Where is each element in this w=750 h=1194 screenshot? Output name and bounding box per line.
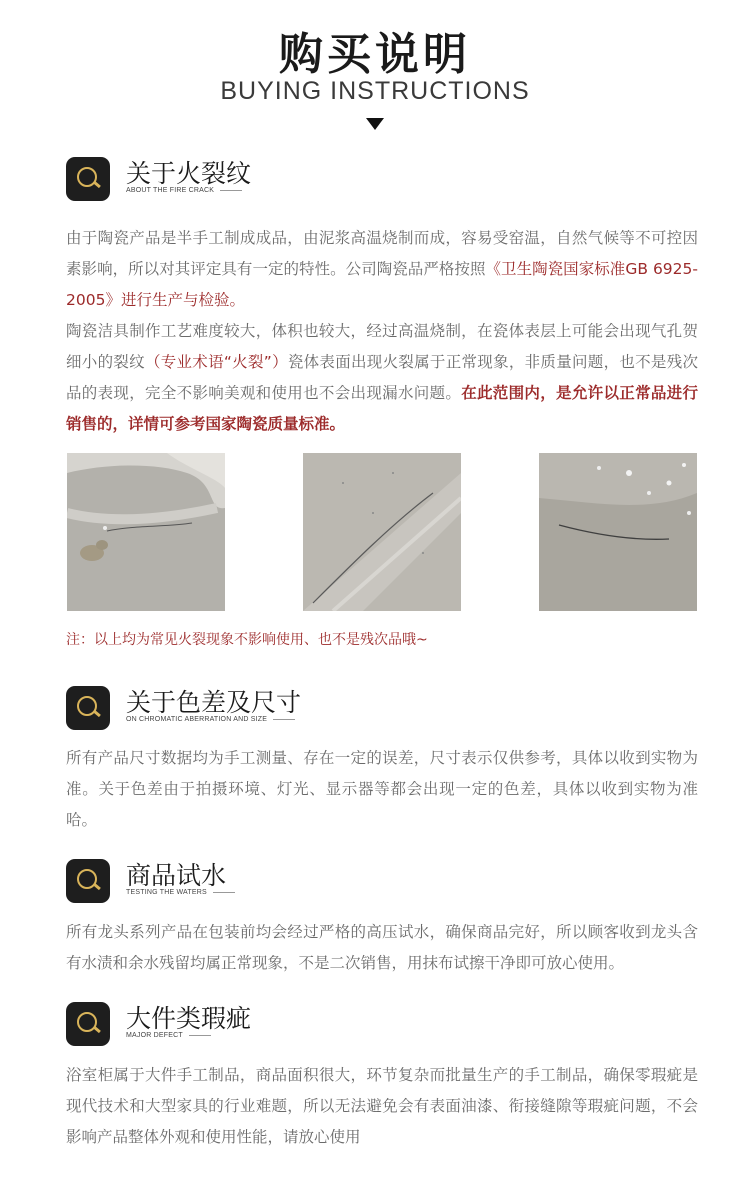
water-test-paragraph: 所有龙头系列产品在包装前均会经过严格的高压试水，确保商品完好，所以顾客收到龙头含有水渍和余水残留均属正常现象，不是二次销售，用抹布试擦干净即可放心使用。 <box>66 923 698 972</box>
fire-crack-photo-1 <box>67 453 225 611</box>
section-title: 商品试水 <box>126 861 227 890</box>
page-subtitle: BUYING INSTRUCTIONS <box>220 77 530 105</box>
section-subtitle: MAJOR DEFECT <box>126 1032 217 1039</box>
section-subtitle: TESTING THE WATERS <box>126 889 241 896</box>
section-title: 关于色差及尺寸 <box>126 688 302 717</box>
section-subtitle: ON CHROMATIC ABERRATION AND SIZE <box>126 716 301 723</box>
fire-crack-photo-2 <box>303 453 461 611</box>
magnifier-icon <box>66 859 110 903</box>
major-defect-paragraph: 浴室柜属于大件手工制品，商品面积很大，环节复杂而批量生产的手工制品，确保零瑕疵是现代技术和大型家具的行业难题，所以无法避免会有表面油漆、衔接缝隙等瑕疵问题，不会影响产品整体外观和使用性能，请放心使用 <box>66 1066 698 1146</box>
section-header-major-defect <box>66 1002 686 1046</box>
down-arrow-icon <box>366 118 384 130</box>
section-header-color-size <box>66 686 686 730</box>
page-title: 购买说明 <box>279 29 471 80</box>
section-header-fire-crack <box>66 157 686 201</box>
section-title: 大件类瑕疵 <box>126 1004 252 1033</box>
fire-crack-photo-3 <box>539 453 697 611</box>
section-subtitle: ABOUT THE FIRE CRACK <box>126 187 248 194</box>
section-header-water-test <box>66 859 686 903</box>
magnifier-icon <box>66 1002 110 1046</box>
fire-crack-note: 注：以上均为常见火裂现象不影响使用、也不是残次品哦~ <box>66 632 428 648</box>
magnifier-icon <box>66 157 110 201</box>
color-size-paragraph: 所有产品尺寸数据均为手工测量、存在一定的误差，尺寸表示仅供参考，具体以收到实物为准。关于色差由于拍摄环境、灯光、显示器等都会出现一定的色差，具体以收到实物为准哈。 <box>66 749 698 829</box>
section-title: 关于火裂纹 <box>126 159 252 188</box>
fire-crack-paragraph-2: 陶瓷洁具制作工艺难度较大，体积也较大，经过高温烧制，在瓷体表层上可能会出现气孔贺细小的裂纹（专业术语“火裂”）瓷体表面出现火裂属于正常现象，非质量问题，也不是残次品的表现，完全不影响美观和使用也不会出现漏水问题。在此范围内，是允许以正常品进行销售的，详情可参考国家陶瓷质量标准。 <box>66 322 698 433</box>
fire-crack-paragraph-1: 由于陶瓷产品是半手工制成成品，由泥浆高温烧制而成，容易受窑温，自然气候等不可控因素影响，所以对其评定具有一定的特性。公司陶瓷品严格按照《卫生陶瓷国家标准GB 6925-2005》进行生产与检验。 <box>66 229 698 309</box>
magnifier-icon <box>66 686 110 730</box>
